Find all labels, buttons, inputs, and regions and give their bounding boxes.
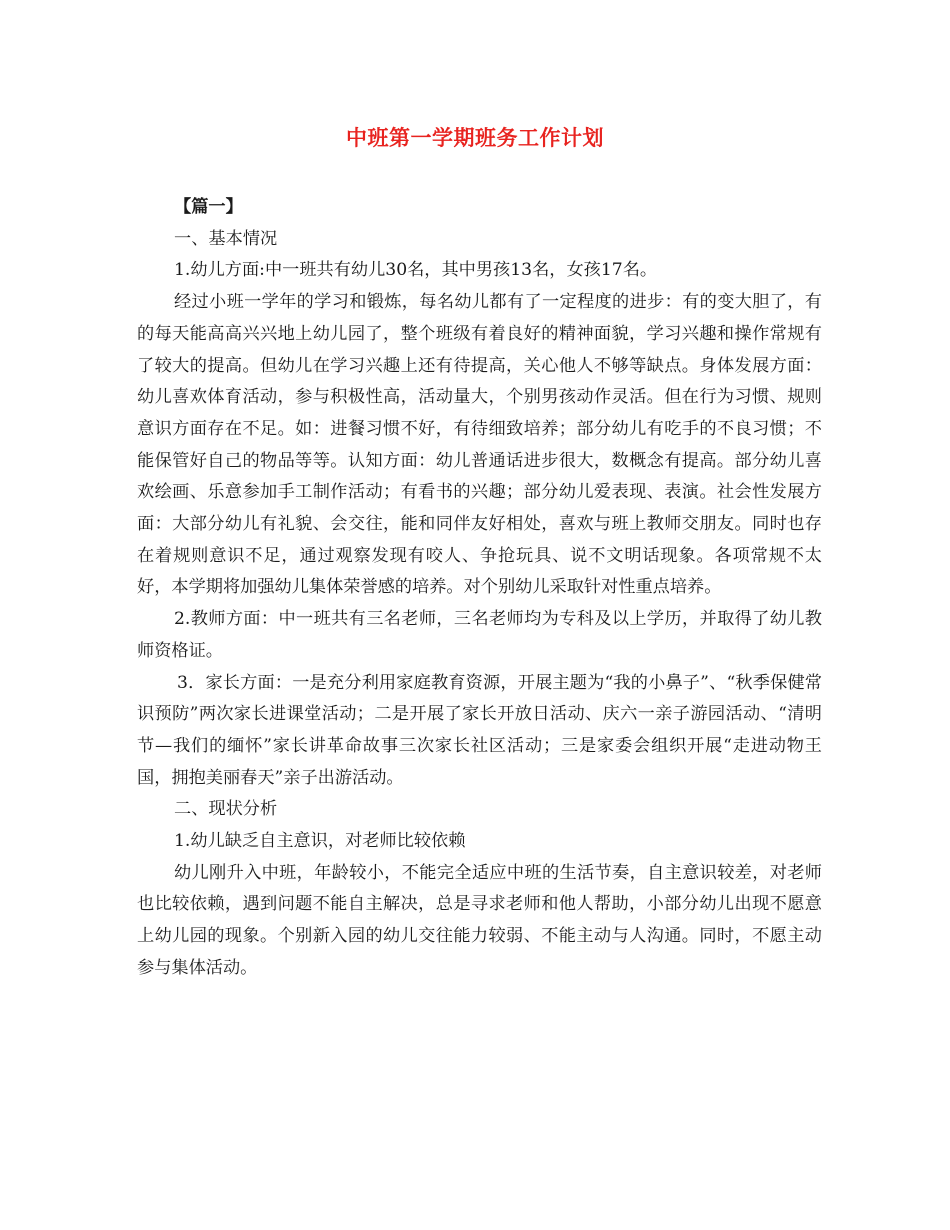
paragraph-dependence-detail: 幼儿刚升入中班，年龄较小，不能完全适应中班的生活节奏，自主意识较差，对老师也比较依赖，遇到问题不能自主解决，总是寻求老师和他人帮助，小部分幼儿出现不愿意上幼儿园的现象。个别新入园的幼儿交往能力较弱、不能主动与人沟通。同时，不愿主动参与集体活动。: [137, 862, 822, 978]
subheading-dependence: 1.幼儿缺乏自主意识，对老师比较依赖: [174, 831, 466, 852]
paragraph-children-detail: 经过小班一学年的学习和锻炼，每名幼儿都有了一定程度的进步：有的变大胆了，有的每天能高高兴兴地上幼儿园了，整个班级有着良好的精神面貌，学习兴趣和操作常规有了较大的提高。但幼儿在学习兴趣上还有待提高，关心他人不够等缺点。身体发展方面：幼儿喜欢体育活动，参与积极性高，活动量大，个别男孩动作灵活。但在行为习惯、规则意识方面存在不足。如：进餐习惯不好，有待细致培养；部分幼儿有吃手的不良习惯；不能保管好自己的物品等等。认知方面：幼儿普通话进步很大，数概念有提高。部分幼儿喜欢绘画、乐意参加手工制作活动；有看书的兴趣；部分幼儿爱表现、表演。社会性发展方面：大部分幼儿有礼貌、会交往，能和同伴友好相处，喜欢与班上教师交朋友。同时也存在着规则意识不足，通过观察发现有咬人、争抢玩具、说不文明话现象。各项常规不太好，本学期将加强幼儿集体荣誉感的培养。对个别幼儿采取针对性重点培养。: [137, 292, 822, 598]
section-label: 【篇一】: [174, 197, 243, 217]
heading-basic-situation: 一、基本情况: [174, 228, 278, 249]
paragraph-teachers: 2.教师方面：中一班共有三名老师，三名老师均为专科及以上学历，并取得了幼儿教师资格证。: [137, 609, 822, 661]
paragraph-parents: 3．家长方面：一是充分利用家庭教育资源，开展主题为“我的小鼻子”、“秋季保健常识预防”两次家长进课堂活动；二是开展了家长开放日活动、庆六一亲子游园活动、“清明节—我们的缅怀”家长讲革命故事三次家长社区活动；三是家委会组织开展“走进动物王国，拥抱美丽春天”亲子出游活动。: [137, 672, 822, 788]
paragraph-children: 1.幼儿方面:中一班共有幼儿30名，其中男孩13名，女孩17名。: [174, 260, 658, 281]
document-body: [137, 192, 822, 985]
document-title: 中班第一学期班务工作计划: [346, 126, 604, 150]
heading-status-analysis: 二、现状分析: [174, 799, 278, 820]
